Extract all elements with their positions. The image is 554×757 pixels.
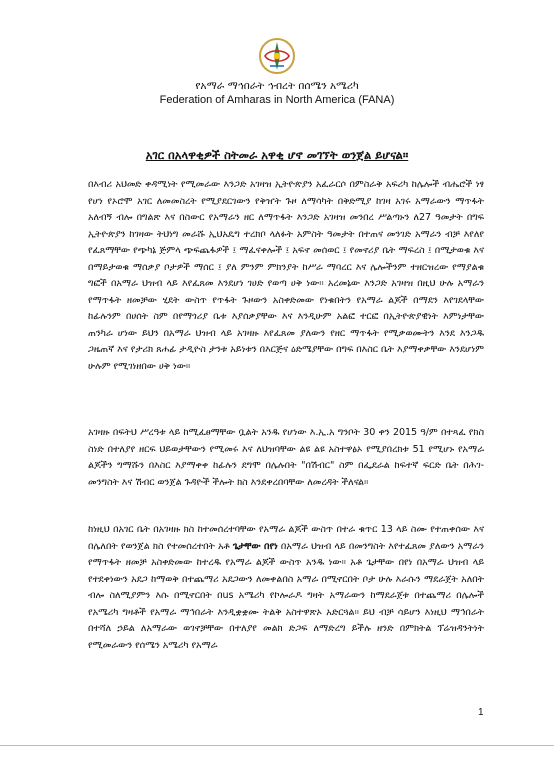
org-name-amharic: የአማራ ማኅበራት ኅብረት በሰሜን አሜሪካ: [195, 80, 359, 92]
paragraph-text: በእብሪ አህመድ ቀዳሚነት የሚመራው እንጋድ አገዛዝ ኢትዮጵያን አፈራርሶ በምስራቅ አፍሪካ ከሌሎች ብሔሮች ነፃ የሆነ የኦሮሞ አገር ለመመስረት የሚያደርገውን የቅዠት ጉዞ ለማሳካት በቅድሚያ ከገዛ አገሩ አማራውን ማጥፋት አለብኝ ብሎ በግልጽ እና በስውር የአማራን ዘር ለማጥፋት እንጋድ አገዛዝ መንበረ ሥልጣኑን ለ27 ዓመታት በግፍ ኢትዮጵያን ከገዛው ትህነግ መራሹ ኢህአዴግ ተረክቦ ላለፉት አምስት ዓመታት በተጠና መንገድ አማራን ብቻ እየለየ የፈጸማቸው የጭካኔ ጅምላ ጭፍጨፋዎች ፤ ማፈናቀሎች ፤ አፍኖ መሰወር ፤ የመኖሪያ ቤት ማፍረስ ፤ በሚታወቁ እና በማይታወቁ ማሰቃያ ቦታዎች ማሰር ፤ ያለ ምንም ምክንያት ከሥራ ማባረር እና ሌሎችንም ተዘርዝረው የማያልቁ ግፎች በአማራ ህዝብ ላይ እየፈጸመ እንደሆነ ገሀድ የወጣ ሀቅ ነው። አረመኔው እንጋድ አገዛዝ በዚህ ሁሉ አማራን የማጥፋት ዘመቻው ሂደት ውስጥ የጥፋት ጉዞውን አስቀድመው የነቁበትን የአማራ ልጆች በማደን እየገደላቸው ከፊሉንም በሀሰት ስም በየማጎሪያ ቤቱ እያሰቃያቸው እና እንዲሁም አልፎ ተርፎ በኢትዮጵያዊነት እምነታቸው ጠንካራ ሆነው ይህን በአማራ ህዝብ ላይ አገዛዙ እየፈጸመ ያለውን የዘር ማጥፋት የሚቃወሙትን እንደ እንጋዱ ጋዜጠኛ እና የታሪክ ጸሐፊ ታዲዮስ ታንቱ አይነቱን በእርጅና ዕድሜያቸው በግፍ በእስር ቤት እያማቀቃቸው እንደሆነም ሁሉም የሚገነዘበው ሀቅ ነው።: [88, 179, 484, 372]
paragraph-text-before: ከነዚህ በአገር ቤት በአገዛዙ ክስ ከተመሰረተባቸው የአማራ ልጆች ውስጥ በተራ ቁጥር 13 ላይ ስሙ የተጠቀሰው እና በሌለበት የወንጀል ክስ የተመሰረተበት አቶ: [88, 524, 484, 552]
paragraph-1: [88, 177, 484, 375]
org-name-english: Federation of Amharas in North America (FANA): [159, 94, 395, 106]
page-number: 1: [478, 707, 484, 718]
page-bottom-rule: [0, 745, 554, 746]
paragraph-text-after: በአማራ ህዝብ ላይ በመንግስት እየተፈጸመ ያለውን አማራን የማጥፋት ዘመቻ አስቀድመው ከተረዱ የአማራ ልጆች ውስጥ አንዱ ነው። አቶ ጌታቸው በየነ በአማራ ህዝብ ላይ የተደቀነውን አደጋ ከማወቅ በተጨማሪ አደጋውን ለመቀልበስ አማራ በሚኖርበት ቦታ ሁሉ እራሱን ማደራጀት አለበት ብሎ ስለሚያምን እሱ በሚኖርበት በus አሜሪካ የኮሎራዶ ግዛት አማራውን ከማደራጀቱ በተጨማሪ በሌሎች የአሜሪካ ግዛቶች የአማራ ማኅበራት እንዲቋቋሙ ትልቅ አስተዋጽኦ አድርጓል። ይህ ብቻ ሳይሆን እነዚህ ማኅበራት በተሻለ ኃይል ለአማራው ወገኖቻቸው በተለያየ መልክ ድጋፍ ለማድረግ ይችሉ ዘንድ በምክትል ፕሬዝዳንትነት የሚመራውን የሰሜን አሜሪካ የአማራ: [88, 540, 484, 651]
paragraph-2: [88, 425, 484, 491]
paragraph-3: [88, 522, 484, 654]
document-title: አገር በአላዋቂዎች ስትመራ አዋቂ ሆኖ መገኘት ወንጀል ይሆናል።: [145, 148, 409, 162]
paragraph-text: አገዛዙ በፍትህ ሥረዓቱ ላይ ከሚፈፀማቸው ቧልት አንዱ የሆነው እ.ኢ.አ ግንቦት 30 ቀን 2015 ዓ/ም በተጻፈ የክስ ስነድ በተለያየ ዘርፍ ህይወታቸውን የሚመሩ እና ለህዝባቸው ልዩ ልዩ አስተዋፅኦ የሚያበረክቱ 51 የሚሆኑ የአማራ ልጆችን ግማሹን በእስር እያማቀቀ ከፊሉን ደግሞ በሌሉበት "በሽብር" ስም በፌደራል ከፍተኛ ፍርድ ቤት በሕገ-መንግስት እና ሽብር ወንጀል ጉዳዮች ችሎት ክስ እንደቀረበባቸው ለመረዳት ችለናል።: [88, 427, 484, 488]
fana-emblem-icon: [257, 36, 297, 76]
paragraph-text: [88, 522, 484, 654]
person-name: ጌታቸው በየነ: [232, 540, 278, 552]
